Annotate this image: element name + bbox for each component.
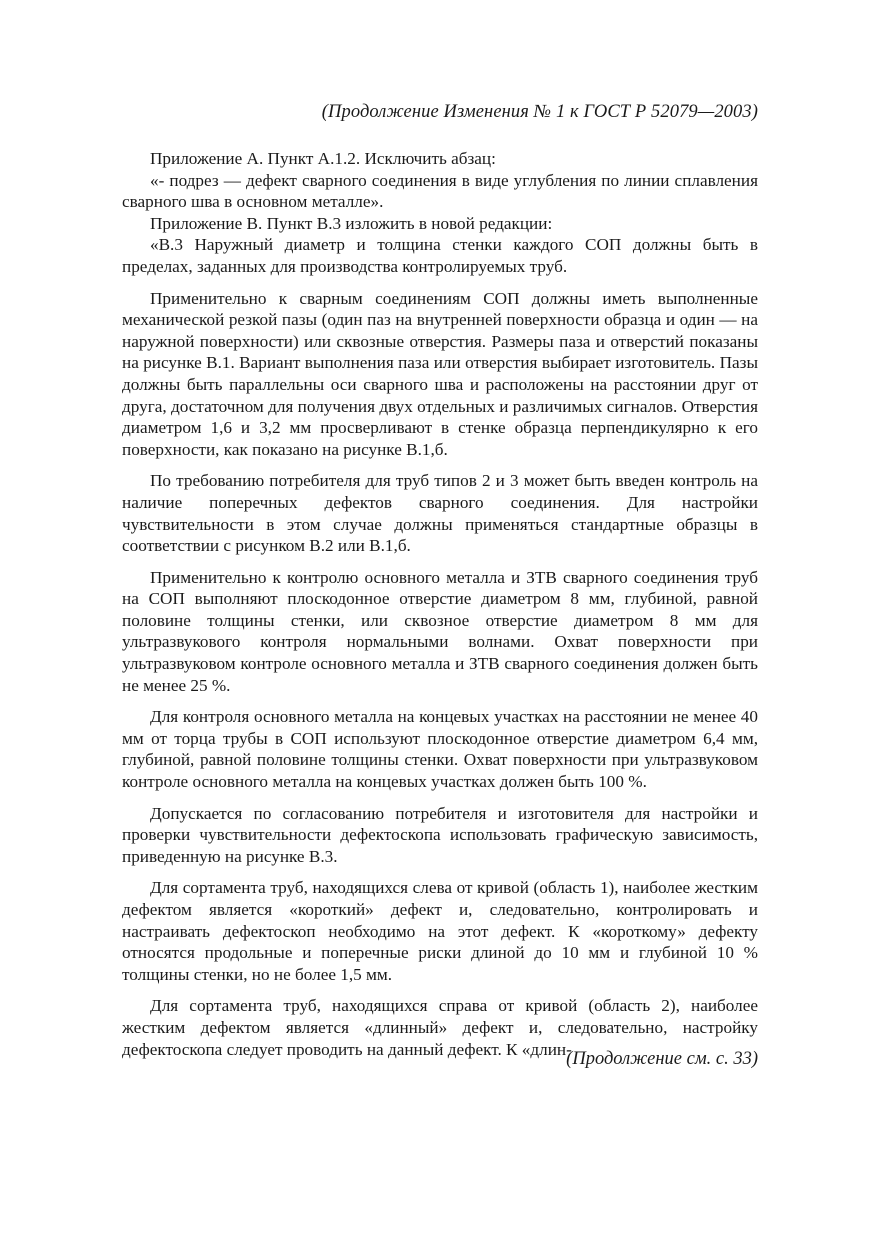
continuation-footer: (Продолжение см. с. 33) bbox=[566, 1049, 758, 1069]
paragraph-region-2: Для сортамента труб, находящихся справа от кривой (область 2), наиболее жестким дефектом является «длинный» дефект и, следовательно, настройку дефектоскопа следует проводить на данный дефект. К «длин- bbox=[122, 996, 758, 1059]
continuation-header: (Продолжение Изменения № 1 к ГОСТ Р 52079—2003) bbox=[321, 102, 758, 122]
paragraph-graphical-dependence: Допускается по согласованию потребителя и изготовителя для настройки и проверки чувствительности дефектоскопа использовать графическую зависимость, приведенную на рисунке В.3. bbox=[122, 803, 758, 866]
paragraph-region-1: Для сортамента труб, находящихся слева от кривой (область 1), наиболее жестким дефектом является «короткий» дефект и, следовательно, контролировать и настраивать дефектоскоп необходимо на этот дефект. К «короткому» дефекту относятся продольные и поперечные риски длиной до 10 мм и глубиной 10 % толщины стенки, но не более 1,5 мм. bbox=[122, 878, 758, 984]
paragraph-base-metal: Применительно к контролю основного металла и ЗТВ сварного соединения труб на СОП выполняют плоскодонное отверстие диаметром 8 мм, глубиной, равной половине толщины стенки, или сквозное отверстие диаметром 8 мм для ультразвукового контроля нормальными волнами. Охват поверхности при ультразвуковом контроле основного металла и ЗТВ сварного соединения должен быть не менее 25 %. bbox=[122, 567, 758, 695]
paragraph-b3-diameter: «В.3 Наружный диаметр и толщина стенки каждого СОП должны быть в пределах, заданных для производства контролируемых труб. bbox=[122, 235, 758, 276]
paragraph-appendix-b: Приложение В. Пункт В.3 изложить в новой редакции: bbox=[150, 213, 553, 233]
paragraph-welded-joints: Применительно к сварным соединениям СОП должны иметь выполненные механической резкой пазы (один паз на внутренней поверхности образца и один — на наружной поверхности) или сквозные отверстия. Размеры паза и отверстий показаны на рисунке В.1. Вариант выполнения паза или отверстия выбирает изготовитель. Пазы должны быть параллельны оси сварного шва и расположены на расстоянии друг от друга, достаточном для получения двух отдельных и различимых сигналов. Отверстия диаметром 1,6 и 3,2 мм просверливают в стенке образца перпендикулярно к его поверхности, как показано на рисунке В.1,б. bbox=[122, 288, 758, 459]
document-body bbox=[122, 148, 758, 1060]
paragraph-transverse-defects: По требованию потребителя для труб типов 2 и 3 может быть введен контроль на наличие поперечных дефектов сварного соединения. Для настройки чувствительности в этом случае должны применяться стандартные образцы в соответствии с рисунком В.2 или В.1,б. bbox=[122, 471, 758, 556]
paragraph-end-sections: Для контроля основного металла на концевых участках на расстоянии не менее 40 мм от торца трубы в СОП используют плоскодонное отверстие диаметром 6,4 мм, глубиной, равной половине толщины стенки. Охват поверхности при ультразвуковом контроле основного металла на концевых участках должен быть 100 %. bbox=[122, 707, 758, 792]
paragraph-undercut-definition: «- подрез — дефект сварного соединения в виде углубления по линии сплавления сварного шва в основном металле». bbox=[122, 170, 758, 212]
paragraph-appendix-a: Приложение А. Пункт А.1.2. Исключить абзац: bbox=[150, 149, 496, 168]
